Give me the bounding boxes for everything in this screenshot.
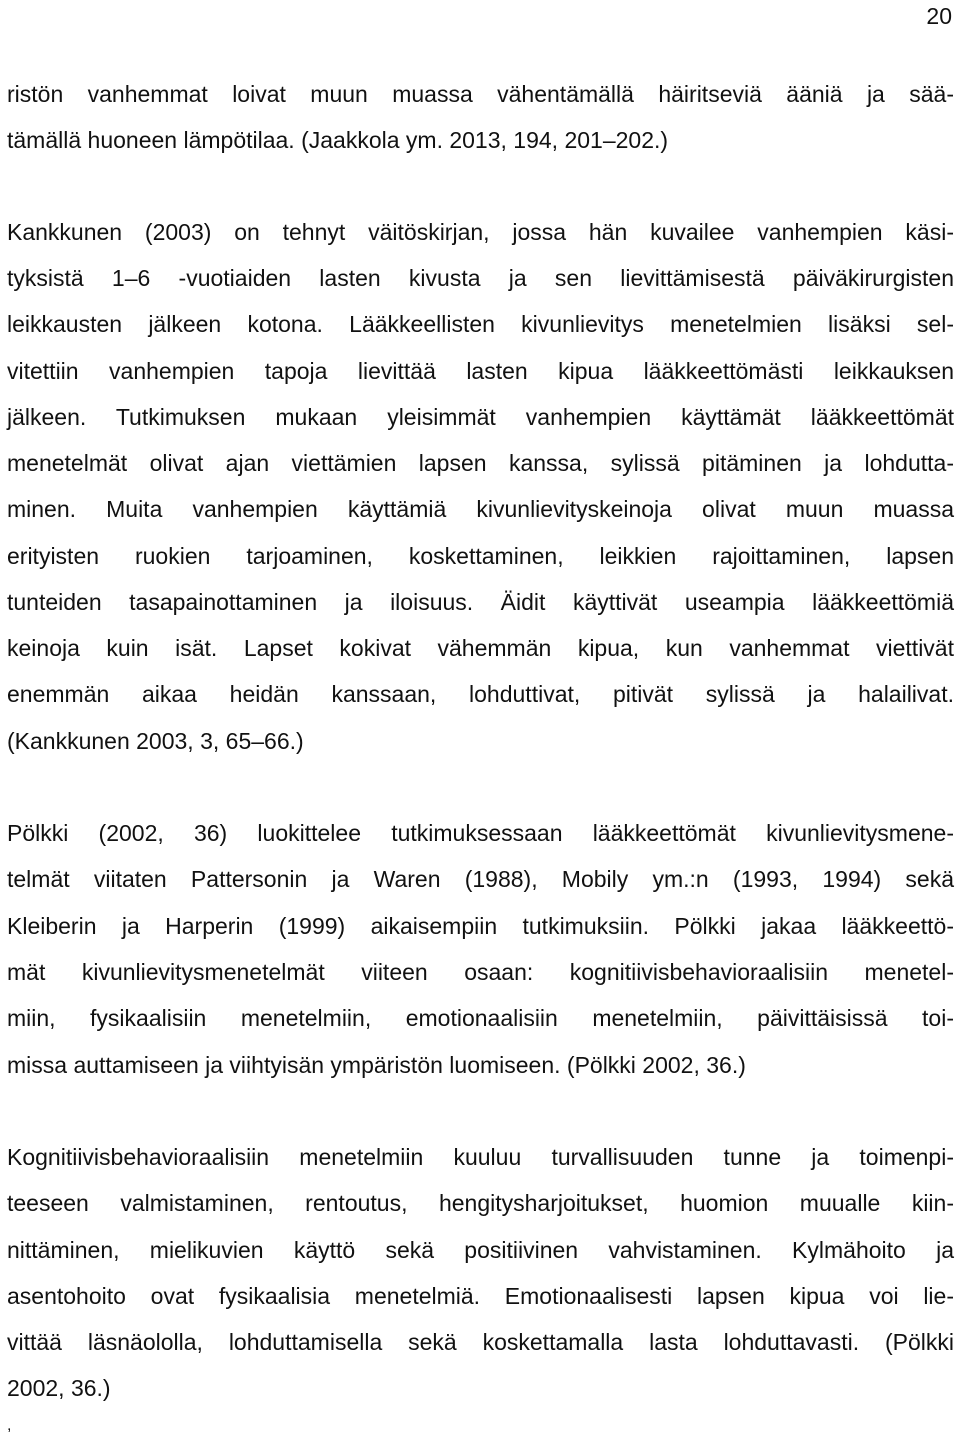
text-line: vitettiin vanhempien tapoja lievittää lasten kipua lääkkeettömästi leikkauksen [7, 358, 954, 384]
text-line: mät kivunlievitysmenetelmät viiteen osaan: kognitiivisbehavioraalisiin menetel- [7, 959, 954, 985]
text-line: (Kankkunen 2003, 3, 65–66.) [7, 728, 304, 754]
text-line: keinoja kuin isät. Lapset kokivat vähemmän kipua, kun vanhemmat viettivät [7, 635, 954, 661]
text-line: menetelmät olivat ajan viettämien lapsen kanssa, sylissä pitäminen ja lohdutta- [7, 450, 954, 476]
text-line: enemmän aikaa heidän kanssaan, lohduttivat, pitivät sylissä ja halailivat. [7, 681, 954, 707]
text-line: leikkausten jälkeen kotona. Lääkkeellisten kivunlievitys menetelmien lisäksi sel- [7, 311, 954, 337]
stray-comma-mark: , [7, 1417, 12, 1434]
text-line: minen. Muita vanhempien käyttämiä kivunlievityskeinoja olivat muun muassa [7, 496, 954, 522]
text-line: miin, fysikaalisiin menetelmiin, emotionaalisiin menetelmiin, päivittäisissä toi- [7, 1005, 954, 1031]
text-line: Pölkki (2002, 36) luokittelee tutkimuksessaan lääkkeettömät kivunlievitysmene- [7, 820, 954, 846]
text-line: vittää läsnäololla, lohduttamisella sekä koskettamalla lasta lohduttavasti. (Pölkki [7, 1329, 954, 1355]
text-line: telmät viitaten Pattersonin ja Waren (1988), Mobily ym.:n (1993, 1994) sekä [7, 866, 954, 892]
text-line: teeseen valmistaminen, rentoutus, hengitysharjoitukset, huomion muualle kiin- [7, 1190, 954, 1216]
text-line: 2002, 36.) [7, 1375, 111, 1401]
text-line: asentohoito ovat fysikaalisia menetelmiä. Emotionaalisesti lapsen kipua voi lie- [7, 1283, 954, 1309]
text-line: Kankkunen (2003) on tehnyt väitöskirjan, jossa hän kuvailee vanhempien käsi- [7, 219, 954, 245]
text-line: tämällä huoneen lämpötilaa. (Jaakkola ym. 2013, 194, 201–202.) [7, 127, 669, 153]
text-line: missa auttamiseen ja viihtyisän ympäristön luomiseen. (Pölkki 2002, 36.) [7, 1052, 746, 1078]
text-line: tunteiden tasapainottaminen ja iloisuus. Äidit käyttivät useampia lääkkeettömiä [7, 589, 954, 615]
text-line: jälkeen. Tutkimuksen mukaan yleisimmät vanhempien käyttämät lääkkeettömät [7, 404, 954, 430]
text-line: tyksistä 1–6 -vuotiaiden lasten kivusta ja sen lievittämisestä päiväkirurgisten [7, 265, 954, 291]
text-line: erityisten ruokien tarjoaminen, koskettaminen, leikkien rajoittaminen, lapsen [7, 543, 954, 569]
text-line: Kleiberin ja Harperin (1999) aikaisempiin tutkimuksiin. Pölkki jakaa lääkkeettö- [7, 913, 954, 939]
text-line: nittäminen, mielikuvien käyttö sekä positiivinen vahvistaminen. Kylmähoito ja [7, 1237, 954, 1263]
page-number: 20 [926, 3, 952, 29]
text-line: ristön vanhemmat loivat muun muassa vähentämällä häiritseviä ääniä ja sää- [7, 81, 954, 107]
text-line: Kognitiivisbehavioraalisiin menetelmiin kuuluu turvallisuuden tunne ja toimenpi- [7, 1144, 954, 1170]
